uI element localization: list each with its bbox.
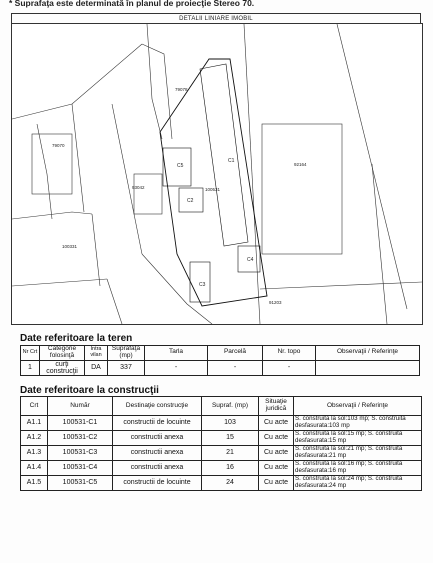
stereo-70-note: * Suprafaţa este determinată în planul de proiecţie Stereo 70. (9, 0, 255, 8)
cell-situatie: Cu acte (259, 416, 294, 431)
parcel-line (12, 279, 107, 286)
obs-line-2: desfasurata:24 mp (295, 482, 347, 489)
cell-observatii (294, 431, 422, 446)
header-intra-vilan: Intra vilan (85, 346, 108, 361)
header-destinatie: Destinaţie construcţie (113, 397, 202, 416)
label-93042: 93042 (132, 185, 145, 190)
cell-numar: 100531-C4 (48, 461, 113, 476)
cell-observatii (294, 416, 422, 431)
cell-situatie: Cu acte (259, 431, 294, 446)
label-79078: 79078 (175, 87, 188, 92)
parcel-line (72, 104, 84, 212)
cell-numar: 100531-C1 (48, 416, 113, 431)
parcel-line (132, 204, 142, 254)
obs-line-2: desfasurata:103 mp (295, 422, 350, 429)
label-c4: C4 (247, 257, 254, 263)
label-91203: 91203 (269, 300, 282, 305)
obs-line-2: desfasurata:15 mp (295, 437, 347, 444)
constructii-header-row (21, 397, 422, 416)
cell-tarla: - (145, 360, 208, 376)
parcel-line (260, 282, 422, 289)
cell-observatii (294, 476, 422, 491)
constructii-table (20, 396, 422, 491)
teren-header-row (21, 346, 420, 361)
obs-line-1: S. construita la sol:24 mp; S. construita (295, 475, 403, 483)
parcel-line (142, 44, 172, 139)
obs-line-1: S. construita la sol:21 mp; S. construita (295, 445, 403, 453)
table-row (21, 431, 422, 446)
header-suprafata: Suprafaţa (mp) (108, 346, 145, 361)
label-79070: 79070 (52, 143, 65, 148)
label-c5: C5 (177, 163, 184, 169)
obs-line-1: S. construita la sol:15 mp; S. construita (295, 430, 403, 438)
cell-suprafata: 337 (108, 360, 145, 376)
table-row (21, 461, 422, 476)
header-observatii: Observaţii / Referinţe (294, 397, 422, 416)
label-c3: C3 (199, 282, 206, 288)
cell-intra: DA (85, 360, 108, 376)
neighbour-building-92164 (262, 124, 342, 254)
cell-crt: A1.3 (21, 446, 48, 461)
parcel-line (244, 24, 260, 324)
parcel-line (112, 104, 132, 204)
subject-parcel (160, 59, 267, 306)
table-row (21, 360, 420, 376)
cell-destinatie: constructii anexa (113, 461, 202, 476)
constructii-section-title: Date referitoare la construcţii (20, 385, 159, 396)
cadastral-plan-svg (12, 24, 422, 324)
header-nr: Nr Crt (21, 346, 40, 361)
cell-crt: A1.1 (21, 416, 48, 431)
parcel-line (372, 164, 387, 324)
header-numar: Număr (48, 397, 113, 416)
parcel-line (147, 24, 162, 139)
table-row (21, 446, 422, 461)
cell-destinatie: constructii anexa (113, 446, 202, 461)
cell-observatii (294, 461, 422, 476)
header-crt: Crt (21, 397, 48, 416)
cell-nr-topo: - (263, 360, 316, 376)
label-92164: 92164 (294, 162, 307, 167)
cell-destinatie: constructii anexa (113, 431, 202, 446)
label-100531: 100531 (205, 187, 221, 192)
parcel-line (107, 279, 122, 324)
parcel-line (92, 214, 100, 286)
cell-destinatie: constructii de locuinte (113, 416, 202, 431)
construction-c1 (200, 64, 248, 246)
obs-line-1: S. construita la sol:16 mp; S. construita (295, 460, 403, 468)
cell-situatie: Cu acte (259, 461, 294, 476)
neighbour-building (134, 174, 162, 214)
header-observatii: Observaţii / Referinţe (316, 346, 420, 361)
table-row (21, 476, 422, 491)
cell-situatie: Cu acte (259, 476, 294, 491)
cell-supraf: 24 (202, 476, 259, 491)
header-parcela: Parcelă (208, 346, 263, 361)
header-supraf: Supraf. (mp) (202, 397, 259, 416)
label-c1: C1 (228, 158, 235, 164)
cell-numar: 100531-C5 (48, 476, 113, 491)
cell-parcela: - (208, 360, 263, 376)
cell-categorie: curţi construcţii (40, 360, 85, 376)
cell-crt: A1.4 (21, 461, 48, 476)
cell-numar: 100531-C3 (48, 446, 113, 461)
cell-supraf: 15 (202, 431, 259, 446)
teren-table (20, 345, 420, 376)
teren-section-title: Date referitoare la teren (20, 333, 133, 344)
cell-nr: 1 (21, 360, 40, 376)
parcel-line (12, 44, 142, 119)
obs-line-2: desfasurata:16 mp (295, 467, 347, 474)
cell-crt: A1.2 (21, 431, 48, 446)
cell-supraf: 103 (202, 416, 259, 431)
cell-observatii (316, 360, 420, 376)
obs-line-2: desfasurata:21 mp (295, 452, 347, 459)
header-situatie: Situaţie juridică (259, 397, 294, 416)
label-100331: 100331 (62, 244, 78, 249)
obs-line-1: S. construita la sol:103 mp; S. construita (295, 415, 406, 423)
cell-observatii (294, 446, 422, 461)
table-row (21, 416, 422, 431)
parcel-line (37, 124, 52, 219)
header-tarla: Tarla (145, 346, 208, 361)
cell-situatie: Cu acte (259, 446, 294, 461)
cadastral-plan (11, 23, 423, 325)
parcel-line (142, 254, 212, 324)
cell-numar: 100531-C2 (48, 431, 113, 446)
cell-supraf: 21 (202, 446, 259, 461)
header-categorie: Categorie folosinţă (40, 346, 85, 361)
detail-title: DETALII LINIARE IMOBIL (11, 13, 421, 24)
cell-supraf: 16 (202, 461, 259, 476)
cell-destinatie: constructii de locuinte (113, 476, 202, 491)
header-nr-topo: Nr. topo (263, 346, 316, 361)
label-c2: C2 (187, 198, 194, 204)
cell-crt: A1.5 (21, 476, 48, 491)
